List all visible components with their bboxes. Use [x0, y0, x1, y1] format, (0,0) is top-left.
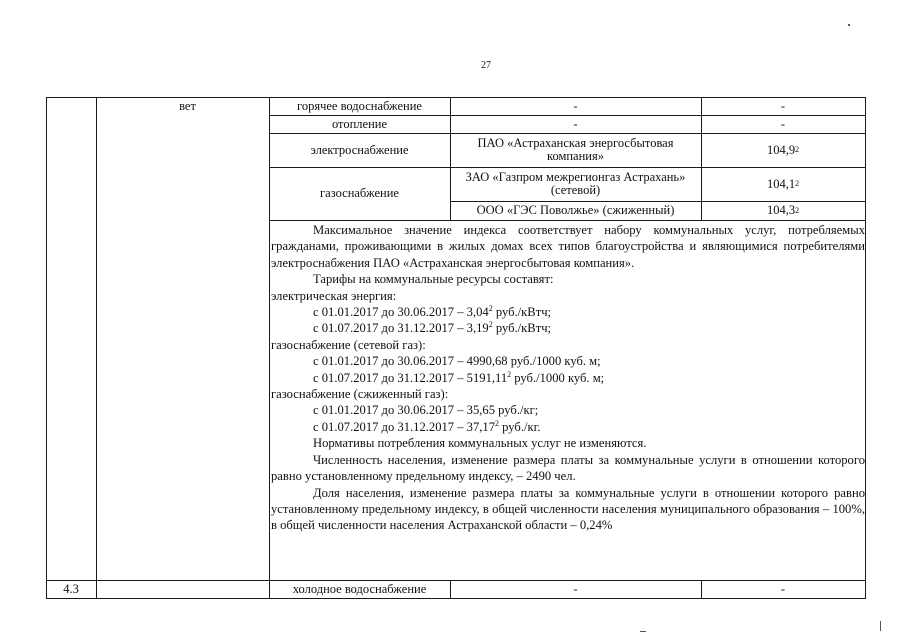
service-electricity: электроснабжение [310, 142, 409, 157]
service-hot-water: горячее водоснабжение [297, 98, 422, 113]
value-heating: - [780, 116, 786, 131]
explanatory-text [271, 222, 865, 534]
tariff-electricity-h2: с 01.07.2017 до 31.12.2017 – 3,19$^2$ руб./кВтч; [313, 320, 552, 336]
scan-speck [640, 631, 646, 632]
tariff-gas-liquefied-h2: с 01.07.2017 до 31.12.2017 – 37,17$^2$ руб./кг. [313, 418, 541, 434]
value-cold-water: - [780, 581, 786, 596]
service-gas: газоснабжение [320, 186, 399, 200]
tariff-electricity-h1: с 01.01.2017 до 30.06.2017 – 3,04$^2$ руб./кВтч; [313, 304, 552, 320]
paragraph-population-count: Численность населения, изменение размера платы за коммунальные услуги в отношении которого равно установленному предельному индексу, – 2490 чел. [271, 452, 865, 484]
provider-heating: - [573, 116, 578, 131]
value-gas-liquefied-number: 104,3 [766, 203, 796, 217]
paragraph-tariffs-intro: Тарифы на коммунальные ресурсы составят: [313, 272, 554, 287]
heading-gas-liquefied: газоснабжение (сжиженный газ): [271, 387, 449, 402]
value-gas-liquefied: 104,3 2 [766, 203, 800, 217]
table-col-divider-1 [96, 97, 97, 598]
value-hot-water: - [780, 98, 786, 113]
page-number: 27 [481, 60, 491, 71]
value-gas-network: 104,1 2 [766, 176, 800, 191]
table-border-left [46, 97, 47, 598]
provider-cold-water: - [573, 581, 578, 596]
provider-gas-network: ЗАО «Газпром межрегионгаз Астрахань» (сетевой) [465, 170, 686, 197]
value-electricity-number: 104,9 [766, 142, 796, 157]
value-gas-network-number: 104,1 [766, 176, 796, 191]
provider-hot-water: - [573, 98, 578, 113]
row-number: 4.3 [63, 581, 79, 596]
paragraph-norms: Нормативы потребления коммунальных услуг не изменяются. [313, 436, 647, 451]
paragraph-max-index: Максимальное значение индекса соответствует набору коммунальных услуг, потребляемых гражданами, проживающими в жилых домах всех типов благоустройства и являющимися потребителями электроснабжения ПАО «Астраханская энергосбытовая компания». [271, 223, 865, 270]
row-line-5 [269, 220, 866, 221]
table-border-right [865, 97, 866, 598]
value-electricity: 104,9 2 [766, 142, 800, 157]
service-cold-water: холодное водоснабжение [292, 581, 427, 596]
heading-gas-network: газоснабжение (сетевой газ): [271, 337, 426, 352]
provider-gas-liquefied: ООО «ГЭС Поволжье» (сжиженный) [476, 203, 675, 217]
service-heating: отопление [331, 116, 388, 131]
heading-electricity: электрическая энергия: [271, 288, 397, 303]
tariff-gas-network-h2: с 01.07.2017 до 31.12.2017 – 5191,11$^2$ руб./1000 куб. м; [313, 369, 605, 385]
municipality-cell: вет [179, 98, 196, 113]
tariff-gas-liquefied-h1: с 01.01.2017 до 30.06.2017 – 35,65 руб./кг; [313, 403, 539, 418]
scan-speck [880, 621, 881, 631]
table-border-bottom [46, 598, 866, 599]
scan-speck [848, 24, 850, 26]
paragraph-population-share: Доля населения, изменение размера платы за коммунальные услуги в отношении которого равно установленному предельному индексу, в общей численности населения муниципального образования – 100%, в общей численности населения Астраханской области – 0,24% [271, 485, 865, 533]
provider-electricity: ПАО «Астраханская энергосбытовая компания» [477, 136, 674, 163]
tariff-gas-network-h1: с 01.01.2017 до 30.06.2017 – 4990,68 руб./1000 куб. м; [313, 354, 601, 369]
